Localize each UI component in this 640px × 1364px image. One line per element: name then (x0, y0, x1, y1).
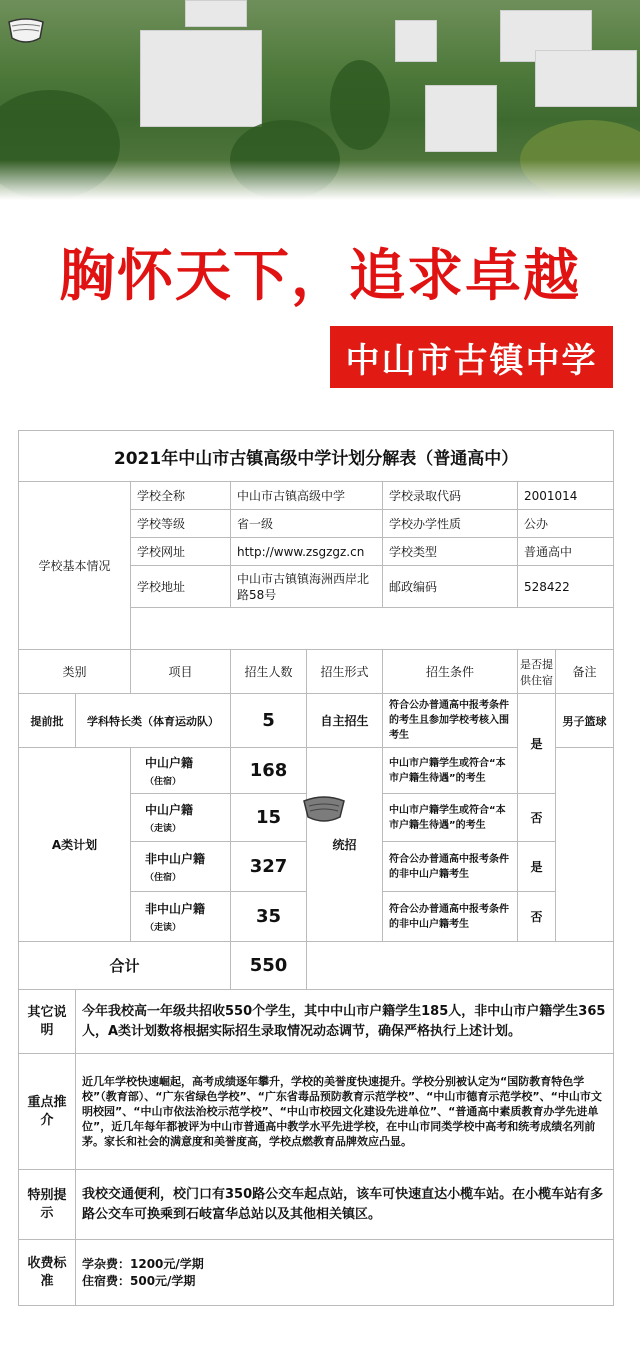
plan-a-count: 168 (231, 748, 307, 794)
plan-a-count: 327 (231, 842, 307, 892)
early-form: 自主招生 (307, 694, 383, 748)
nature-value: 公办 (518, 510, 614, 538)
plan-a-item (131, 842, 231, 892)
website-label: 学校网址 (131, 538, 231, 566)
code-label: 学校录取代码 (383, 482, 518, 510)
type-value: 普通高中 (518, 538, 614, 566)
slogan-title: 胸怀天下，追求卓越 (59, 244, 581, 309)
header-count: 招生人数 (231, 650, 307, 694)
plan-a-item-name: 中山户籍 (145, 756, 194, 770)
plan-a-count: 35 (231, 892, 307, 942)
header-form: 招生形式 (307, 650, 383, 694)
plan-a-item-sub: （走读） (145, 824, 182, 834)
plan-a-category: A类计划 (19, 748, 131, 942)
header-note: 备注 (556, 650, 614, 694)
postcode-value: 528422 (518, 566, 614, 608)
special-label: 特别提示 (19, 1170, 76, 1240)
mask-logo-icon (6, 14, 46, 48)
level-value: 省一级 (231, 510, 383, 538)
tree-cluster (330, 60, 390, 150)
building-right-2 (535, 50, 637, 107)
level-label: 学校等级 (131, 510, 231, 538)
plan-a-boarding: 否 (518, 794, 556, 842)
table-title: 2021年中山市古镇高级中学计划分解表（普通高中） (19, 431, 614, 482)
early-condition: 符合公办普通高中报考条件的考生且参加学校考核入围考生 (383, 694, 518, 748)
type-label: 学校类型 (383, 538, 518, 566)
campus-photo (0, 0, 640, 200)
highlights-text: 近几年学校快速崛起，高考成绩逐年攀升，学校的美誉度快速提升。学校分别被认定为“国防教育特色学校”（教育部）、“广东省绿色学校”、“广东省毒品预防教育示范学校”、“中山市德育示范学校”、“中山市文明校园”、“中山市依法治校示范学校”、“中山市校园文化建设先进单位”、“普通高中素质教育办学先进单位”，近几年每年都被评为中山市普通高中教学水平先进学校，在中山市同类学校中高考和统考成绩名列前茅。家长和社会的满意度和美誉度高，学校点燃教育品牌效应凸显。 (76, 1054, 614, 1170)
plan-a-form: 统招 (307, 748, 383, 942)
enrollment-plan-table (18, 430, 614, 1306)
plan-a-item-name: 中山户籍 (145, 803, 194, 817)
header-category: 类别 (19, 650, 131, 694)
plan-a-item-name: 非中山户籍 (145, 902, 206, 916)
plan-a-item (131, 892, 231, 942)
early-item: 学科特长类（体育运动队） (76, 694, 231, 748)
highlights-label: 重点推介 (19, 1054, 76, 1170)
plan-a-item-sub: （走读） (145, 923, 182, 933)
address-label: 学校地址 (131, 566, 231, 608)
plan-a-note (556, 748, 614, 942)
blank-cell (131, 608, 614, 650)
plan-a-item-name: 非中山户籍 (145, 852, 206, 866)
plan-a-count: 15 (231, 794, 307, 842)
code-value: 2001014 (518, 482, 614, 510)
header-boarding: 是否提供住宿 (518, 650, 556, 694)
building-small (395, 20, 437, 62)
tuition-fee: 学杂费：1200元/学期 (82, 1256, 204, 1271)
other-text: 今年我校高一年级共招收550个学生，其中中山市户籍学生185人，非中山市户籍学生365人，A类计划数将根据实际招生录取情况动态调节，确保严格执行上述计划。 (76, 990, 614, 1054)
special-text: 我校交通便利，校门口有350路公交车起点站，该车可快速直达小榄车站。在小榄车站有多路公交车可换乘到石岐富华总站以及其他相关镇区。 (76, 1170, 614, 1240)
early-count: 5 (231, 694, 307, 748)
total-count: 550 (231, 942, 307, 990)
fees-cell (76, 1240, 614, 1306)
header-condition: 招生条件 (383, 650, 518, 694)
plan-a-boarding: 否 (518, 892, 556, 942)
postcode-label: 邮政编码 (383, 566, 518, 608)
total-blank (307, 942, 614, 990)
plan-a-condition: 中山市户籍学生或符合“本市户籍生待遇”的考生 (383, 794, 518, 842)
basic-info-label: 学校基本情况 (19, 482, 131, 650)
plan-a-condition: 中山市户籍学生或符合“本市户籍生待遇”的考生 (383, 748, 518, 794)
school-name-banner: 中山市古镇中学 (330, 326, 613, 388)
boarding-yes: 是 (518, 694, 556, 794)
fees-label: 收费标准 (19, 1240, 76, 1306)
website-value[interactable]: http://www.zsgzgz.cn (231, 538, 383, 566)
plan-a-item (131, 794, 231, 842)
mask-watermark-icon (302, 791, 346, 825)
nature-label: 学校办学性质 (383, 510, 518, 538)
header-item: 项目 (131, 650, 231, 694)
plan-a-condition: 符合公办普通高中报考条件的非中山户籍考生 (383, 842, 518, 892)
lodging-fee: 住宿费：500元/学期 (82, 1273, 196, 1288)
plan-a-condition: 符合公办普通高中报考条件的非中山户籍考生 (383, 892, 518, 942)
photo-fade (0, 160, 640, 200)
full-name-value: 中山市古镇高级中学 (231, 482, 383, 510)
plan-a-boarding: 是 (518, 842, 556, 892)
early-note: 男子篮球 (556, 694, 614, 748)
plan-a-item (131, 748, 231, 794)
total-label: 合计 (19, 942, 231, 990)
full-name-label: 学校全称 (131, 482, 231, 510)
building-main (140, 30, 262, 127)
early-category: 提前批 (19, 694, 76, 748)
building-center (425, 85, 497, 152)
other-label: 其它说明 (19, 990, 76, 1054)
plan-a-item-sub: （住宿） (145, 777, 182, 787)
building-top (185, 0, 247, 27)
plan-a-item-sub: （住宿） (145, 873, 182, 883)
address-value: 中山市古镇镇海洲西岸北路58号 (231, 566, 383, 608)
